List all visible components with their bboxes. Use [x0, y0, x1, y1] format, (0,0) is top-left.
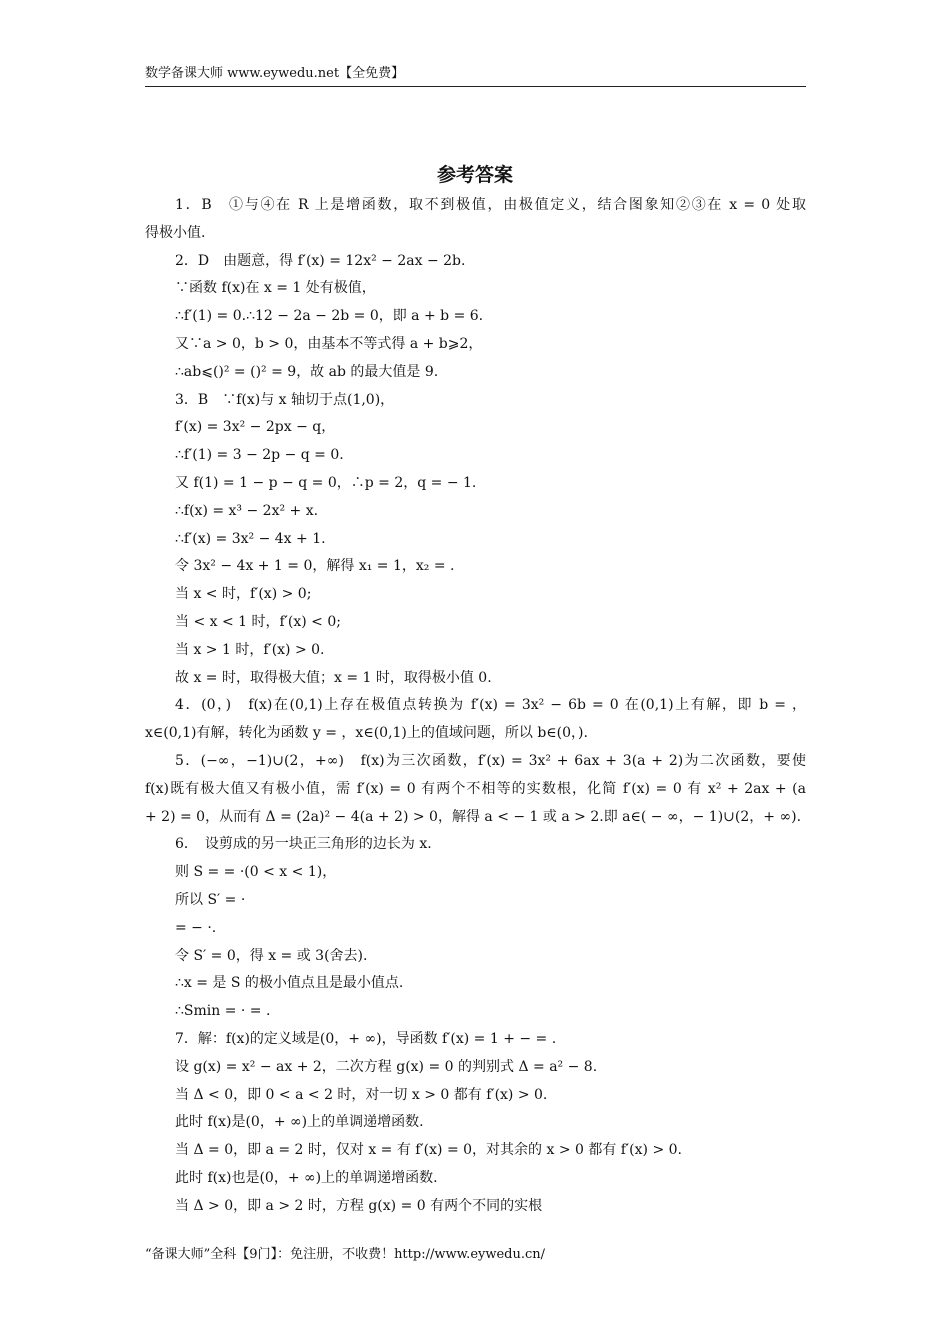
text-line: 此时 f(x)也是(0，+ ∞)上的单调递增函数.	[175, 1169, 438, 1186]
text-line: = − ·.	[175, 919, 217, 936]
text-line: 令 S′ = 0，得 x = 或 3(舍去).	[175, 947, 368, 964]
text-line: + 2) = 0，从而有 Δ = (2a)² − 4(a + 2) > 0，解得 a < − 1 或 a > 2.即 a∈( − ∞，− 1)∪(2，+ ∞).	[145, 808, 802, 825]
text-line: x∈(0,1)有解，转化为函数 y = ，x∈(0,1)上的值域问题，所以 b∈(0，).	[145, 725, 588, 742]
text-line: 当 x < 时，f′(x) > 0;	[175, 586, 312, 603]
text-line: 得极小值.	[145, 224, 206, 241]
answer-body	[145, 192, 806, 1220]
text-line: f(x)既有极大值又有极小值，需 f′(x) = 0 有两个不相等的实数根，化简 f′(x) = 0 有 x² + 2ax + (a	[145, 780, 806, 797]
text-line: 6． 设剪成的另一块正三角形的边长为 x.	[175, 836, 432, 853]
text-line: ∴x = 是 S 的极小值点且是最小值点.	[175, 975, 404, 992]
text-line: 当 x > 1 时，f′(x) > 0.	[175, 641, 325, 658]
text-line: 此时 f(x)是(0，+ ∞)上的单调递增函数.	[175, 1114, 424, 1131]
page-header: 数学备课大师 www.eywedu.net【全免费】	[145, 64, 806, 87]
text-line: ∴Smin = · = .	[175, 1003, 271, 1020]
text-line: ∴f′(x) = 3x² − 4x + 1.	[175, 530, 326, 547]
text-line: 5．(−∞，−1)∪(2，+∞) f(x)为三次函数，f′(x) = 3x² + 6ax + 3(a + 2)为二次函数，要使	[175, 752, 806, 769]
text-line: ∴f′(1) = 0.∴12 − 2a − 2b = 0，即 a + b = 6.	[175, 308, 484, 325]
text-line: 1．B ①与④在 R 上是增函数，取不到极值，由极值定义，结合图象知②③在 x = 0 处取	[175, 197, 806, 213]
text-line: ∴f(x) = x³ − 2x² + x.	[175, 502, 319, 519]
text-line: ∵函数 f(x)在 x = 1 处有极值，	[175, 280, 376, 297]
text-line: 设 g(x) = x² − ax + 2，二次方程 g(x) = 0 的判别式 Δ = a² − 8.	[175, 1058, 598, 1075]
text-line: 又∵a > 0，b > 0，由基本不等式得 a + b⩾2，	[175, 335, 483, 352]
text-line: f′(x) = 3x² − 2px − q，	[175, 419, 336, 436]
text-line: 又 f(1) = 1 − p − q = 0，∴p = 2，q = − 1.	[175, 474, 477, 491]
text-line: 当 Δ = 0，即 a = 2 时，仅对 x = 有 f′(x) = 0，对其余的 x > 0 都有 f′(x) > 0.	[175, 1142, 682, 1159]
text-line: 故 x = 时，取得极大值；x = 1 时，取得极小值 0.	[175, 669, 492, 686]
text-line: 则 S = = ·(0 < x < 1)，	[175, 864, 337, 881]
text-line: 4．(0，) f(x)在(0,1)上存在极值点转换为 f′(x) = 3x² − 6b = 0 在(0,1)上有解，即 b = ，	[175, 697, 806, 714]
text-line: ∴ab⩽()² = ()² = 9，故 ab 的最大值是 9.	[175, 363, 439, 380]
text-line: 当 < x < 1 时，f′(x) < 0;	[175, 613, 341, 630]
text-line: 3．B ∵f(x)与 x 轴切于点(1,0)，	[175, 391, 395, 408]
text-line: 7．解：f(x)的定义域是(0，+ ∞)，导函数 f′(x) = 1 + − = .	[175, 1030, 557, 1047]
page-title: 参考答案	[436, 164, 513, 186]
text-line: 当 Δ < 0，即 0 < a < 2 时，对一切 x > 0 都有 f′(x) > 0.	[175, 1086, 548, 1103]
page-footer: “备课大师”全科【9门】：免注册，不收费！http://www.eywedu.cn/	[145, 1247, 546, 1262]
text-line: 令 3x² − 4x + 1 = 0，解得 x₁ = 1，x₂ = .	[175, 558, 455, 575]
text-line: 2．D 由题意，得 f′(x) = 12x² − 2ax − 2b.	[175, 252, 466, 269]
text-line: ∴f′(1) = 3 − 2p − q = 0.	[175, 447, 344, 464]
text-line: 当 Δ > 0，即 a > 2 时，方程 g(x) = 0 有两个不同的实根	[175, 1197, 543, 1214]
text-line: 所以 S′ = ·	[175, 891, 246, 908]
